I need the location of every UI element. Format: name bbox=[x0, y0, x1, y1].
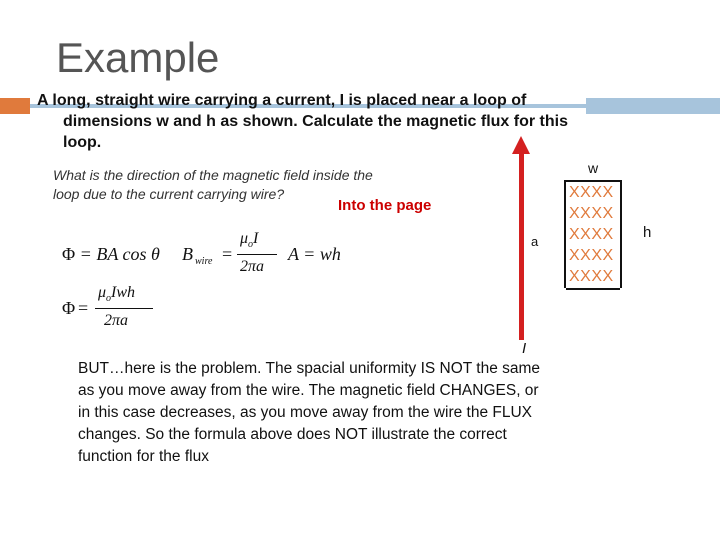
result-fraction-bar bbox=[95, 308, 153, 309]
slide-title: Example bbox=[56, 34, 220, 81]
width-label: w bbox=[588, 160, 599, 176]
equation-b-field bbox=[182, 228, 282, 280]
b-denominator: 2πa bbox=[240, 258, 265, 275]
b-subscript: wire bbox=[195, 256, 213, 267]
question-line-1: What is the direction of the magnetic field inside the bbox=[53, 167, 373, 183]
question-line-2: loop due to the current carrying wire? bbox=[53, 186, 285, 202]
b-symbol: B bbox=[182, 244, 193, 264]
flux-rhs: = BA cos θ bbox=[79, 244, 160, 264]
field-into-page-row: XXXX bbox=[569, 184, 614, 201]
result-numerator: $\mu_oIwh$ bbox=[98, 284, 136, 305]
phi-symbol: Φ bbox=[62, 244, 76, 264]
height-label: h bbox=[643, 224, 652, 241]
title-divider-accent-left bbox=[0, 98, 30, 114]
problem-line-3: loop. bbox=[63, 134, 102, 151]
b-numerator: $\mu_oI$ bbox=[240, 230, 259, 251]
current-label: I bbox=[522, 340, 527, 357]
distance-label: a bbox=[531, 234, 539, 249]
b-equals: = bbox=[222, 244, 233, 264]
answer-text: Into the page bbox=[338, 197, 432, 214]
equation-flux bbox=[62, 244, 160, 265]
current-wire bbox=[519, 150, 524, 340]
field-into-page-row: XXXX bbox=[569, 268, 614, 285]
problem-line-2: dimensions w and h as shown. Calculate the magnetic flux for this bbox=[63, 113, 568, 130]
field-into-page-row: XXXX bbox=[569, 247, 614, 264]
equation-flux-result bbox=[62, 282, 162, 334]
wire-loop-right-side bbox=[620, 180, 622, 288]
b-fraction-bar bbox=[237, 254, 277, 255]
field-into-page-row: XXXX bbox=[569, 205, 614, 222]
field-into-page-row: XXXX bbox=[569, 226, 614, 243]
explanation-paragraph: BUT…here is the problem. The spacial uniformity IS NOT the same as you move away from the wire. The magnetic field CHANGES, or in this case decreases, as you move away from the wire the FLUX changes. So the formula above does NOT illustrate the correct function for the flux bbox=[78, 360, 541, 465]
wire-loop-left-side bbox=[564, 180, 566, 288]
result-denominator: 2πa bbox=[104, 312, 129, 329]
equation-area: A = wh bbox=[288, 244, 341, 264]
problem-line-1: A long, straight wire carrying a current, I is placed near a loop of bbox=[37, 92, 527, 109]
phi-symbol-2: Φ bbox=[62, 298, 76, 318]
result-equals: = bbox=[78, 298, 89, 318]
problem-statement bbox=[37, 90, 637, 153]
